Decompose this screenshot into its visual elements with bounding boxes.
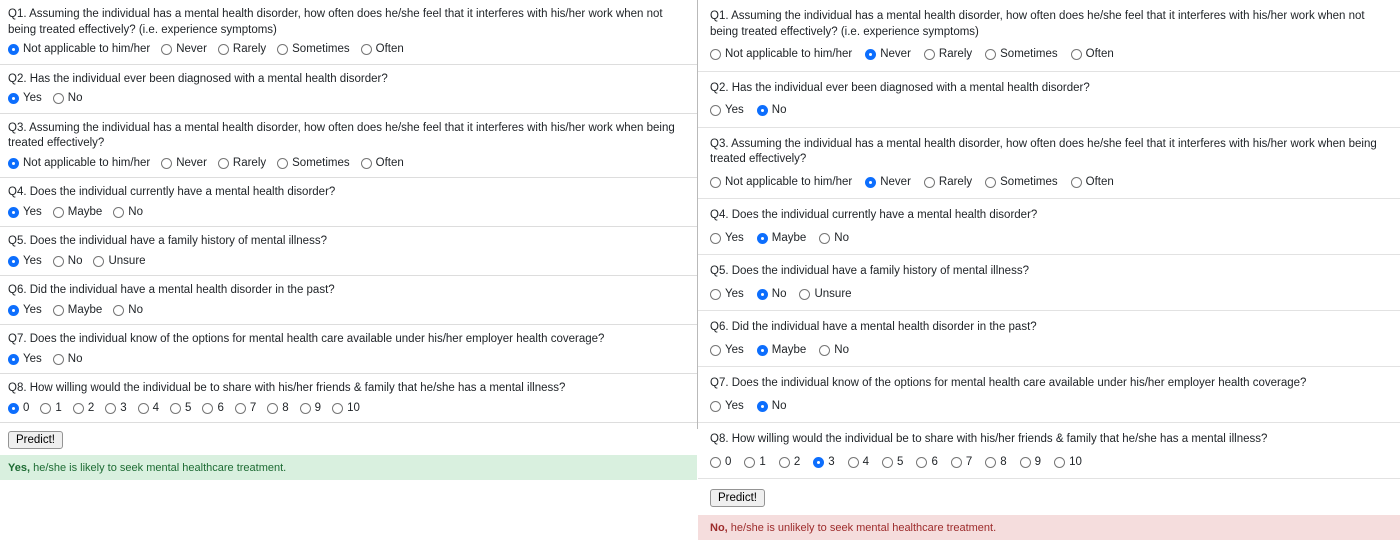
radio-option[interactable] bbox=[161, 44, 207, 56]
radio-option-label: Rarely bbox=[232, 43, 267, 56]
radio-option-label: Yes bbox=[23, 92, 42, 105]
radio-icon[interactable] bbox=[113, 207, 124, 218]
question-label: Q2. Has the individual ever been diagnosed with a mental health disorder? bbox=[710, 81, 1090, 94]
radio-option-label: Unsure bbox=[108, 254, 146, 267]
radio-option-label: 4 bbox=[152, 401, 160, 414]
radio-option-label: Yes bbox=[725, 287, 744, 300]
radio-option-label: Yes bbox=[23, 352, 42, 365]
option-group bbox=[710, 49, 1388, 61]
radio-option-label: Yes bbox=[23, 254, 42, 267]
radio-icon[interactable] bbox=[218, 44, 229, 55]
radio-option[interactable] bbox=[710, 289, 744, 301]
questionnaire-form-left bbox=[0, 0, 697, 480]
radio-icon[interactable] bbox=[710, 401, 721, 412]
question-label: Q5. Does the individual have a family history of mental illness? bbox=[8, 235, 327, 248]
question-block bbox=[0, 114, 697, 179]
radio-icon[interactable] bbox=[8, 256, 19, 267]
question-block bbox=[698, 423, 1400, 479]
radio-icon[interactable] bbox=[93, 256, 104, 267]
radio-option-label: 8 bbox=[282, 401, 289, 414]
option-group bbox=[710, 105, 1388, 117]
question-label: Q2. Has the individual ever been diagnosed with a mental health disorder? bbox=[8, 72, 388, 85]
radio-icon[interactable] bbox=[300, 403, 311, 414]
radio-option[interactable] bbox=[757, 289, 787, 301]
prediction-message: he/she is likely to seek mental healthcare treatment. bbox=[30, 462, 287, 475]
radio-option[interactable] bbox=[300, 403, 321, 415]
question-block bbox=[0, 0, 697, 65]
radio-icon[interactable] bbox=[53, 207, 64, 218]
radio-icon[interactable] bbox=[161, 158, 172, 169]
radio-option-label: No bbox=[834, 343, 849, 356]
question-label: Q8. How willing would the individual be to share with his/her friends & family that he/she has a mental illness? bbox=[8, 382, 566, 395]
radio-option[interactable] bbox=[218, 44, 266, 56]
question-block bbox=[698, 367, 1400, 423]
radio-option-label: No bbox=[128, 205, 143, 218]
radio-option-label: 7 bbox=[249, 401, 257, 414]
radio-option[interactable] bbox=[113, 207, 143, 219]
radio-option-label: No bbox=[834, 231, 849, 244]
radio-option-label: Not applicable to him/her bbox=[725, 48, 853, 61]
radio-icon[interactable] bbox=[8, 93, 19, 104]
radio-option[interactable] bbox=[8, 93, 42, 105]
radio-option-label: Never bbox=[176, 156, 207, 169]
radio-icon[interactable] bbox=[865, 177, 876, 188]
radio-option-label: 1 bbox=[759, 455, 766, 468]
radio-option[interactable] bbox=[53, 93, 83, 105]
radio-option[interactable] bbox=[710, 401, 744, 413]
radio-icon[interactable] bbox=[332, 403, 343, 414]
radio-option[interactable] bbox=[113, 305, 143, 317]
radio-option[interactable] bbox=[361, 44, 404, 56]
radio-icon[interactable] bbox=[757, 105, 768, 116]
question-label: Q6. Did the individual have a mental health disorder in the past? bbox=[710, 321, 1037, 334]
radio-icon[interactable] bbox=[8, 207, 19, 218]
radio-icon[interactable] bbox=[1071, 49, 1082, 60]
radio-option-label: Sometimes bbox=[292, 43, 350, 56]
radio-icon[interactable] bbox=[53, 93, 64, 104]
questionnaire-form-right bbox=[698, 0, 1400, 540]
radio-icon[interactable] bbox=[1071, 177, 1082, 188]
radio-option[interactable] bbox=[8, 256, 42, 268]
radio-option[interactable] bbox=[73, 403, 94, 415]
question-label: Q5. Does the individual have a family history of mental illness? bbox=[710, 265, 1029, 278]
prediction-status: No, bbox=[710, 522, 728, 535]
prediction-result bbox=[0, 455, 697, 480]
option-group bbox=[710, 177, 1388, 189]
question-block bbox=[698, 255, 1400, 311]
radio-option-label: Yes bbox=[23, 303, 42, 316]
radio-option-label: 5 bbox=[897, 455, 904, 468]
radio-option[interactable] bbox=[985, 457, 1006, 469]
radio-option-label: Rarely bbox=[232, 156, 267, 169]
radio-option-label: Never bbox=[880, 175, 911, 188]
radio-option[interactable] bbox=[710, 177, 852, 189]
radio-icon[interactable] bbox=[73, 403, 84, 414]
radio-option[interactable] bbox=[882, 457, 903, 469]
radio-option[interactable] bbox=[985, 49, 1058, 61]
radio-option[interactable] bbox=[819, 233, 849, 245]
radio-option-label: No bbox=[771, 104, 787, 117]
radio-option-label: Not applicable to him/her bbox=[23, 43, 151, 56]
option-group bbox=[8, 256, 689, 268]
radio-option[interactable] bbox=[53, 207, 103, 219]
question-label: Q4. Does the individual currently have a mental health disorder? bbox=[710, 209, 1038, 222]
radio-option[interactable] bbox=[53, 354, 83, 366]
radio-option[interactable] bbox=[8, 305, 42, 317]
radio-option[interactable] bbox=[757, 105, 787, 117]
radio-icon[interactable] bbox=[8, 305, 19, 316]
radio-icon[interactable] bbox=[710, 177, 721, 188]
radio-option-label: Yes bbox=[725, 343, 744, 356]
radio-option[interactable] bbox=[218, 158, 266, 170]
radio-option[interactable] bbox=[53, 305, 103, 317]
radio-icon[interactable] bbox=[53, 354, 64, 365]
radio-icon[interactable] bbox=[138, 403, 149, 414]
radio-option[interactable] bbox=[757, 345, 807, 357]
radio-option-label: Never bbox=[880, 48, 911, 61]
radio-icon[interactable] bbox=[916, 457, 927, 468]
radio-option-label: Unsure bbox=[814, 287, 852, 300]
option-group bbox=[8, 93, 689, 105]
predict-row bbox=[0, 423, 697, 455]
option-group bbox=[8, 44, 689, 56]
question-block bbox=[698, 199, 1400, 255]
radio-icon[interactable] bbox=[779, 457, 790, 468]
radio-option-label: Maybe bbox=[67, 205, 103, 218]
radio-option-label: No bbox=[67, 254, 83, 267]
radio-icon[interactable] bbox=[1054, 457, 1065, 468]
radio-option[interactable] bbox=[757, 233, 807, 245]
radio-option[interactable] bbox=[744, 457, 765, 469]
panel-left bbox=[0, 0, 698, 475]
radio-option-label: 7 bbox=[965, 455, 973, 468]
radio-option[interactable] bbox=[757, 401, 787, 413]
radio-icon[interactable] bbox=[710, 233, 721, 244]
radio-option[interactable] bbox=[710, 233, 744, 245]
radio-option[interactable] bbox=[1054, 457, 1082, 469]
radio-option[interactable] bbox=[8, 44, 150, 56]
radio-option[interactable] bbox=[924, 177, 972, 189]
radio-option[interactable] bbox=[161, 158, 207, 170]
question-block bbox=[0, 374, 697, 423]
option-group bbox=[710, 345, 1388, 357]
radio-option[interactable] bbox=[105, 403, 126, 415]
radio-icon[interactable] bbox=[277, 44, 288, 55]
radio-option[interactable] bbox=[277, 44, 350, 56]
option-group bbox=[710, 289, 1388, 301]
question-label: Q3. Assuming the individual has a mental health disorder, how often does he/she feel that it interferes with his/her work when being treated effectively? bbox=[710, 137, 1377, 166]
radio-option-label: Rarely bbox=[938, 175, 973, 188]
radio-option-label: 9 bbox=[1034, 455, 1042, 468]
radio-option-label: No bbox=[771, 287, 787, 300]
radio-option-label: Maybe bbox=[771, 343, 807, 356]
radio-icon[interactable] bbox=[161, 44, 172, 55]
question-label: Q4. Does the individual currently have a mental health disorder? bbox=[8, 186, 336, 199]
option-group bbox=[8, 305, 689, 317]
radio-icon[interactable] bbox=[267, 403, 278, 414]
radio-icon[interactable] bbox=[53, 256, 64, 267]
radio-option-label: 8 bbox=[1000, 455, 1007, 468]
radio-option[interactable] bbox=[813, 457, 834, 469]
radio-option-label: No bbox=[771, 399, 787, 412]
radio-option[interactable] bbox=[1071, 177, 1114, 189]
radio-option[interactable] bbox=[710, 345, 744, 357]
radio-icon[interactable] bbox=[8, 403, 19, 414]
radio-option[interactable] bbox=[138, 403, 159, 415]
prediction-status: Yes, bbox=[8, 462, 31, 475]
radio-option[interactable] bbox=[819, 345, 849, 357]
radio-option[interactable] bbox=[277, 158, 350, 170]
radio-icon[interactable] bbox=[8, 44, 19, 55]
radio-icon[interactable] bbox=[1020, 457, 1031, 468]
radio-option-label: Often bbox=[375, 43, 404, 56]
radio-option-label: 0 bbox=[23, 401, 30, 414]
option-group bbox=[8, 207, 689, 219]
radio-option[interactable] bbox=[779, 457, 800, 469]
radio-icon[interactable] bbox=[799, 289, 810, 300]
radio-option[interactable] bbox=[985, 177, 1058, 189]
question-block bbox=[0, 325, 697, 374]
question-label: Q6. Did the individual have a mental health disorder in the past? bbox=[8, 284, 335, 297]
radio-option-label: 3 bbox=[828, 455, 835, 468]
radio-icon[interactable] bbox=[40, 403, 51, 414]
radio-option[interactable] bbox=[916, 457, 937, 469]
question-block bbox=[698, 311, 1400, 367]
radio-option-label: Not applicable to him/her bbox=[725, 175, 853, 188]
radio-icon[interactable] bbox=[757, 289, 768, 300]
radio-icon[interactable] bbox=[105, 403, 116, 414]
radio-option-label: 4 bbox=[862, 455, 870, 468]
radio-icon[interactable] bbox=[819, 233, 830, 244]
radio-option-label: 1 bbox=[55, 401, 62, 414]
radio-option-label: 2 bbox=[87, 401, 95, 414]
radio-icon[interactable] bbox=[53, 305, 64, 316]
radio-option-label: Often bbox=[1085, 175, 1114, 188]
radio-icon[interactable] bbox=[202, 403, 213, 414]
radio-option-label: 10 bbox=[347, 401, 360, 414]
radio-icon[interactable] bbox=[757, 401, 768, 412]
question-block bbox=[0, 178, 697, 227]
question-block bbox=[698, 128, 1400, 200]
radio-option-label: 2 bbox=[793, 455, 801, 468]
radio-option[interactable] bbox=[53, 256, 83, 268]
radio-icon[interactable] bbox=[882, 457, 893, 468]
radio-option-label: 6 bbox=[217, 401, 224, 414]
radio-option[interactable] bbox=[202, 403, 223, 415]
radio-option-label: Sometimes bbox=[292, 156, 350, 169]
question-block bbox=[0, 227, 697, 276]
radio-icon[interactable] bbox=[744, 457, 755, 468]
radio-option-label: Maybe bbox=[67, 303, 103, 316]
radio-option[interactable] bbox=[8, 207, 42, 219]
radio-option[interactable] bbox=[235, 403, 256, 415]
radio-icon[interactable] bbox=[8, 354, 19, 365]
radio-icon[interactable] bbox=[985, 457, 996, 468]
radio-icon[interactable] bbox=[361, 44, 372, 55]
radio-option-label: Yes bbox=[725, 231, 744, 244]
radio-option-label: Yes bbox=[725, 104, 744, 117]
prediction-result bbox=[698, 515, 1400, 540]
radio-option[interactable] bbox=[951, 457, 972, 469]
radio-option[interactable] bbox=[710, 105, 744, 117]
option-group bbox=[8, 403, 689, 415]
radio-icon[interactable] bbox=[951, 457, 962, 468]
radio-option[interactable] bbox=[40, 403, 61, 415]
radio-option-label: Sometimes bbox=[1000, 48, 1058, 61]
radio-icon[interactable] bbox=[710, 457, 721, 468]
radio-option-label: Often bbox=[375, 156, 404, 169]
option-group bbox=[710, 401, 1388, 413]
question-label: Q8. How willing would the individual be to share with his/her friends & family that he/she has a mental illness? bbox=[710, 433, 1268, 446]
option-group bbox=[710, 233, 1388, 245]
radio-icon[interactable] bbox=[710, 49, 721, 60]
question-block bbox=[698, 72, 1400, 128]
predict-button[interactable]: Predict! bbox=[710, 489, 765, 507]
radio-option[interactable] bbox=[267, 403, 288, 415]
radio-option-label: 3 bbox=[120, 401, 127, 414]
option-group bbox=[8, 158, 689, 170]
radio-icon[interactable] bbox=[813, 457, 824, 468]
radio-option[interactable] bbox=[848, 457, 869, 469]
radio-icon[interactable] bbox=[757, 345, 768, 356]
radio-option-label: No bbox=[67, 92, 83, 105]
radio-icon[interactable] bbox=[924, 177, 935, 188]
radio-option-label: Maybe bbox=[771, 231, 807, 244]
radio-icon[interactable] bbox=[985, 177, 996, 188]
panel-right bbox=[698, 0, 1400, 535]
prediction-message: he/she is unlikely to seek mental healthcare treatment. bbox=[727, 522, 997, 535]
question-block bbox=[0, 276, 697, 325]
radio-option[interactable] bbox=[93, 256, 145, 268]
radio-icon[interactable] bbox=[865, 49, 876, 60]
question-label: Q7. Does the individual know of the options for mental health care available under his/her employer health coverage? bbox=[710, 377, 1307, 390]
option-group bbox=[8, 354, 689, 366]
option-group bbox=[710, 457, 1388, 469]
radio-option-label: 5 bbox=[185, 401, 192, 414]
predict-button[interactable]: Predict! bbox=[8, 431, 63, 449]
radio-icon[interactable] bbox=[8, 158, 19, 169]
question-block bbox=[698, 0, 1400, 72]
radio-option-label: 0 bbox=[725, 455, 732, 468]
radio-option[interactable] bbox=[332, 403, 360, 415]
radio-option[interactable] bbox=[710, 49, 852, 61]
radio-option[interactable] bbox=[799, 289, 851, 301]
radio-option-label: Never bbox=[176, 43, 207, 56]
radio-option-label: No bbox=[67, 352, 83, 365]
radio-option[interactable] bbox=[924, 49, 972, 61]
radio-option-label: 6 bbox=[931, 455, 938, 468]
radio-option-label: 10 bbox=[1069, 455, 1082, 468]
radio-icon[interactable] bbox=[710, 105, 721, 116]
radio-option[interactable] bbox=[170, 403, 191, 415]
radio-icon[interactable] bbox=[277, 158, 288, 169]
radio-option[interactable] bbox=[865, 177, 911, 189]
radio-icon[interactable] bbox=[710, 289, 721, 300]
radio-option-label: No bbox=[128, 303, 143, 316]
radio-option-label: Not applicable to him/her bbox=[23, 156, 151, 169]
question-block bbox=[0, 65, 697, 114]
radio-icon[interactable] bbox=[924, 49, 935, 60]
radio-icon[interactable] bbox=[218, 158, 229, 169]
radio-option-label: Yes bbox=[725, 399, 744, 412]
radio-option-label: 9 bbox=[314, 401, 322, 414]
question-label: Q1. Assuming the individual has a mental health disorder, how often does he/she feel that it interferes with his/her work when not being treated effectively? (i.e. experience symptoms) bbox=[8, 8, 663, 36]
radio-icon[interactable] bbox=[361, 158, 372, 169]
question-label: Q3. Assuming the individual has a mental health disorder, how often does he/she feel that it interferes with his/her work when being treated effectively? bbox=[8, 121, 675, 150]
radio-icon[interactable] bbox=[848, 457, 859, 468]
radio-option[interactable] bbox=[361, 158, 404, 170]
radio-icon[interactable] bbox=[170, 403, 181, 414]
radio-option[interactable] bbox=[8, 354, 42, 366]
radio-option[interactable] bbox=[8, 403, 29, 415]
radio-option[interactable] bbox=[710, 457, 731, 469]
radio-icon[interactable] bbox=[710, 345, 721, 356]
radio-option-label: Yes bbox=[23, 205, 42, 218]
radio-option-label: Rarely bbox=[938, 48, 973, 61]
radio-option[interactable] bbox=[865, 49, 911, 61]
radio-icon[interactable] bbox=[757, 233, 768, 244]
radio-option-label: Often bbox=[1085, 48, 1114, 61]
radio-icon[interactable] bbox=[113, 305, 124, 316]
question-label: Q7. Does the individual know of the options for mental health care available under his/her employer health coverage? bbox=[8, 333, 605, 346]
question-label: Q1. Assuming the individual has a mental health disorder, how often does he/she feel that it interferes with his/her work when not being treated effectively? (i.e. experience symptoms) bbox=[710, 10, 1365, 38]
radio-icon[interactable] bbox=[819, 345, 830, 356]
radio-option[interactable] bbox=[1071, 49, 1114, 61]
radio-option[interactable] bbox=[8, 158, 150, 170]
predict-row bbox=[698, 479, 1400, 515]
radio-icon[interactable] bbox=[985, 49, 996, 60]
radio-icon[interactable] bbox=[235, 403, 246, 414]
radio-option-label: Sometimes bbox=[1000, 175, 1058, 188]
radio-option[interactable] bbox=[1020, 457, 1041, 469]
